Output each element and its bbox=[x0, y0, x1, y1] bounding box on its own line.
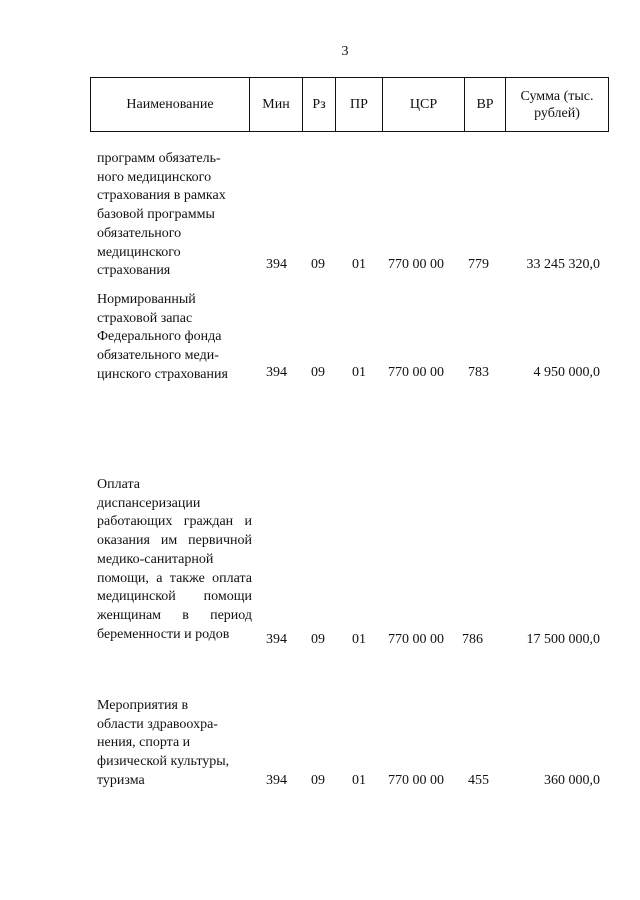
row-name: программ обязатель- ного медицинского страхования в рамках базовой программы обязательного медицинского страхования bbox=[97, 151, 226, 279]
row-name-line: работающих граждан и bbox=[97, 514, 252, 530]
page-number: 3 bbox=[341, 44, 349, 59]
row-name bbox=[97, 476, 252, 644]
row-csr: 770 00 00 bbox=[388, 257, 444, 272]
row-name-line: медицинской помощи bbox=[97, 589, 252, 605]
row-vr: 786 bbox=[462, 632, 483, 647]
row-rz: 09 bbox=[311, 257, 325, 272]
row-rz: 09 bbox=[311, 632, 325, 647]
header-name: Наименование bbox=[91, 78, 250, 132]
row-name-line: Оплата bbox=[97, 477, 140, 492]
row-vr: 779 bbox=[468, 257, 489, 272]
header-csr: ЦСР bbox=[383, 78, 465, 132]
row-pr: 01 bbox=[352, 632, 366, 647]
row-rz: 09 bbox=[311, 773, 325, 788]
row-min: 394 bbox=[266, 257, 287, 272]
row-sum: 360 000,0 bbox=[544, 773, 600, 788]
row-name: Мероприятия в области здравоохра- нения, спорта и физической культуры, туризма bbox=[97, 698, 230, 788]
row-min: 394 bbox=[266, 632, 287, 647]
header-pr: ПР bbox=[336, 78, 383, 132]
row-pr: 01 bbox=[352, 773, 366, 788]
row-rz: 09 bbox=[311, 365, 325, 380]
row-name: Нормированный страховой запас Федерального фонда обязательного меди- цинского страхования bbox=[97, 292, 228, 382]
table-header bbox=[90, 77, 609, 132]
row-pr: 01 bbox=[352, 257, 366, 272]
row-vr: 783 bbox=[468, 365, 489, 380]
row-name-line: женщинам в период bbox=[97, 607, 252, 623]
row-name-line: диспансеризации bbox=[97, 495, 201, 511]
row-min: 394 bbox=[266, 365, 287, 380]
row-sum: 33 245 320,0 bbox=[526, 257, 600, 272]
row-name-line: оказания им первичной bbox=[97, 533, 252, 549]
row-name-line: медико-санитарной bbox=[97, 551, 214, 567]
row-pr: 01 bbox=[352, 365, 366, 380]
row-name-line: помощи, а также оплата bbox=[97, 570, 252, 586]
header-rz: Рз bbox=[303, 78, 336, 132]
header-sum: Сумма (тыс. рублей) bbox=[506, 78, 609, 132]
header-min: Мин bbox=[250, 78, 303, 132]
header-vr: ВР bbox=[465, 78, 506, 132]
row-csr: 770 00 00 bbox=[388, 365, 444, 380]
row-vr: 455 bbox=[468, 773, 489, 788]
row-sum: 4 950 000,0 bbox=[533, 365, 600, 380]
row-sum: 17 500 000,0 bbox=[526, 632, 600, 647]
row-csr: 770 00 00 bbox=[388, 632, 444, 647]
row-name-line: беременности и родов bbox=[97, 626, 230, 642]
row-min: 394 bbox=[266, 773, 287, 788]
row-csr: 770 00 00 bbox=[388, 773, 444, 788]
